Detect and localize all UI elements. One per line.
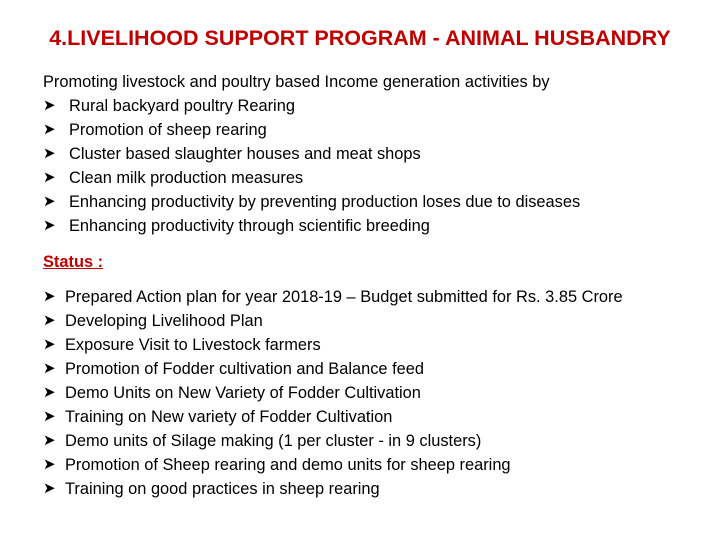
status-list xyxy=(43,285,683,501)
list-item xyxy=(43,357,683,381)
list-item-text: Demo units of Silage making (1 per cluster - in 9 clusters) xyxy=(65,432,482,450)
list-item xyxy=(43,214,683,238)
list-item-text: Rural backyard poultry Rearing xyxy=(69,97,295,115)
list-item-text: Enhancing productivity through scientific breeding xyxy=(69,217,430,235)
arrow-bullet-icon: ➤ xyxy=(43,456,56,473)
list-item-text: Enhancing productivity by preventing production loses due to diseases xyxy=(69,193,581,211)
list-item-text: Demo Units on New Variety of Fodder Cultivation xyxy=(65,384,421,402)
arrow-bullet-icon: ➤ xyxy=(43,408,56,425)
list-item xyxy=(43,477,683,501)
slide-content xyxy=(43,70,683,501)
list-item xyxy=(43,285,683,309)
list-item-text: Developing Livelihood Plan xyxy=(65,312,263,330)
list-item xyxy=(43,309,683,333)
arrow-bullet-icon: ➤ xyxy=(43,360,56,377)
list-item-text: Training on good practices in sheep rearing xyxy=(65,480,380,498)
list-item xyxy=(43,142,683,166)
activities-list xyxy=(43,94,683,238)
arrow-bullet-icon: ➤ xyxy=(43,169,56,186)
list-item xyxy=(43,453,683,477)
list-item xyxy=(43,166,683,190)
arrow-bullet-icon: ➤ xyxy=(43,480,56,497)
list-item-text: Promotion of Fodder cultivation and Balance feed xyxy=(65,360,424,378)
list-item-text: Promotion of Sheep rearing and demo units for sheep rearing xyxy=(65,456,511,474)
arrow-bullet-icon: ➤ xyxy=(43,97,56,114)
list-item-text: Promotion of sheep rearing xyxy=(69,121,267,139)
list-item xyxy=(43,190,683,214)
list-item xyxy=(43,333,683,357)
page-title: 4.LIVELIHOOD SUPPORT PROGRAM - ANIMAL HUSBANDRY xyxy=(49,26,671,50)
intro-text: Promoting livestock and poultry based Income generation activities by xyxy=(43,73,550,91)
list-item xyxy=(43,94,683,118)
arrow-bullet-icon: ➤ xyxy=(43,217,56,234)
arrow-bullet-icon: ➤ xyxy=(43,312,56,329)
arrow-bullet-icon: ➤ xyxy=(43,121,56,138)
arrow-bullet-icon: ➤ xyxy=(43,288,56,305)
arrow-bullet-icon: ➤ xyxy=(43,145,56,162)
list-item-text: Cluster based slaughter houses and meat shops xyxy=(69,145,421,163)
arrow-bullet-icon: ➤ xyxy=(43,384,56,401)
list-item xyxy=(43,381,683,405)
list-item xyxy=(43,429,683,453)
list-item-text: Clean milk production measures xyxy=(69,169,304,187)
list-item-text: Prepared Action plan for year 2018-19 – Budget submitted for Rs. 3.85 Crore xyxy=(65,288,623,306)
arrow-bullet-icon: ➤ xyxy=(43,193,56,210)
arrow-bullet-icon: ➤ xyxy=(43,432,56,449)
list-item-text: Exposure Visit to Livestock farmers xyxy=(65,336,321,354)
list-item-text: Training on New variety of Fodder Cultivation xyxy=(65,408,393,426)
list-item xyxy=(43,405,683,429)
list-item xyxy=(43,118,683,142)
arrow-bullet-icon: ➤ xyxy=(43,336,56,353)
status-heading: Status : xyxy=(43,253,104,271)
